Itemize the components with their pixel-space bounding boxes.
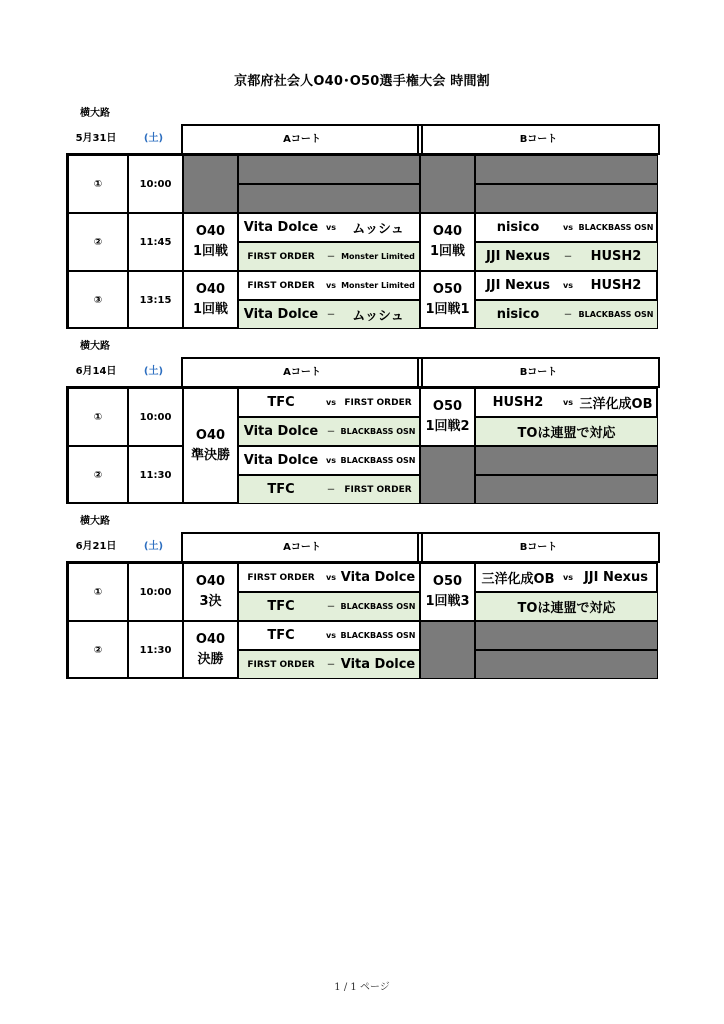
referee-team: BLACKBASS OSN <box>340 427 416 436</box>
empty-cell <box>475 184 658 213</box>
referee-team: TFC <box>267 482 295 497</box>
separator: － <box>327 427 335 436</box>
referee-cell <box>238 475 420 504</box>
referee-cell <box>475 592 658 621</box>
schedule-grid <box>66 561 658 679</box>
slot-time: 10:00 <box>128 563 183 621</box>
separator: － <box>327 602 335 611</box>
slot-time: 10:00 <box>128 155 183 213</box>
date-label: 5月31日 <box>75 133 117 144</box>
team-away: BLACKBASS OSN <box>340 631 416 640</box>
court-b-header: Bコート <box>417 124 660 155</box>
referee-cell <box>238 242 420 271</box>
team-away: JJI Nexus <box>583 570 649 585</box>
vs-label: vs <box>563 223 573 232</box>
separator: － <box>327 252 335 261</box>
slot-time: 10:00 <box>128 388 183 446</box>
court-a-header: Aコート <box>181 532 423 563</box>
slot-number: ③ <box>68 271 128 329</box>
stage-cell <box>420 563 475 621</box>
separator: － <box>327 310 335 319</box>
vs-label: vs <box>326 281 336 290</box>
weekday-label: (土) <box>143 133 164 144</box>
weekday-label: (土) <box>143 366 164 377</box>
match-cell <box>475 563 658 592</box>
match-cell <box>475 388 658 417</box>
stage-category: O40 <box>432 224 463 239</box>
stage-round: 決勝 <box>197 652 224 667</box>
empty-cell <box>238 155 420 184</box>
stage-cell <box>183 621 238 679</box>
stage-cell <box>420 271 475 329</box>
match-cell <box>238 271 420 300</box>
match-cell <box>475 213 658 242</box>
team-away: BLACKBASS OSN <box>340 456 416 465</box>
referee-cell <box>238 650 420 679</box>
referee-cell <box>238 592 420 621</box>
referee-team: ムッシュ <box>352 309 404 324</box>
venue-label: 横大路 <box>80 516 110 527</box>
page-footer: 1 / 1 ページ <box>334 982 390 993</box>
stage-category: O50 <box>432 282 463 297</box>
vs-label: vs <box>563 281 573 290</box>
separator: － <box>564 310 572 319</box>
empty-cell <box>475 650 658 679</box>
referee-team: BLACKBASS OSN <box>340 602 416 611</box>
venue-label: 横大路 <box>80 341 110 352</box>
team-away: FIRST ORDER <box>344 397 412 408</box>
court-b-header: Bコート <box>417 532 660 563</box>
page-title: 京都府社会人O40･O50選手権大会 時間割 <box>234 74 490 89</box>
stage-round: 1回戦 <box>192 302 229 317</box>
empty-cell <box>475 621 658 650</box>
weekday-label: (土) <box>143 541 164 552</box>
vs-label: vs <box>326 223 336 232</box>
stage-round: 1回戦1 <box>425 302 470 317</box>
stage-round: 1回戦 <box>192 244 229 259</box>
vs-label: vs <box>326 573 336 582</box>
slot-time: 11:30 <box>128 446 183 504</box>
team-home: HUSH2 <box>492 395 544 410</box>
separator: － <box>564 252 572 261</box>
vs-label: vs <box>563 573 573 582</box>
match-cell <box>475 271 658 300</box>
day-header <box>66 124 658 153</box>
stage-round: 1回戦2 <box>425 419 470 434</box>
slot-number: ① <box>68 563 128 621</box>
match-cell <box>238 213 420 242</box>
empty-cell <box>475 446 658 475</box>
stage-round: 3決 <box>199 594 222 609</box>
team-home: TFC <box>267 395 295 410</box>
team-home: FIRST ORDER <box>247 572 315 583</box>
referee-team: Vita Dolce <box>243 424 319 439</box>
team-home: nisico <box>496 220 540 235</box>
empty-cell <box>420 446 475 504</box>
empty-cell <box>238 184 420 213</box>
stage-category: O40 <box>195 282 226 297</box>
match-cell <box>238 621 420 650</box>
team-away: 三洋化成OB <box>579 397 653 412</box>
stage-category: O50 <box>432 574 463 589</box>
referee-team: FIRST ORDER <box>247 659 315 670</box>
referee-cell <box>238 417 420 446</box>
vs-label: vs <box>326 398 336 407</box>
empty-cell <box>420 155 475 213</box>
slot-number: ② <box>68 621 128 679</box>
slot-time: 13:15 <box>128 271 183 329</box>
slot-number: ② <box>68 446 128 504</box>
date-label: 6月14日 <box>75 366 117 377</box>
stage-round: 1回戦3 <box>425 594 470 609</box>
vs-label: vs <box>326 631 336 640</box>
separator: － <box>327 485 335 494</box>
schedule-grid <box>66 153 658 329</box>
referee-team: nisico <box>496 307 540 322</box>
team-home: Vita Dolce <box>243 453 319 468</box>
referee-team: HUSH2 <box>590 249 642 264</box>
referee-cell <box>475 242 658 271</box>
team-home: Vita Dolce <box>243 220 319 235</box>
slot-time: 11:30 <box>128 621 183 679</box>
stage-cell <box>420 213 475 271</box>
stage-cell <box>420 388 475 446</box>
empty-cell <box>183 155 238 213</box>
day-header <box>66 532 658 561</box>
referee-team: Monster Limited <box>341 252 415 261</box>
team-away: BLACKBASS OSN <box>578 223 654 232</box>
team-home: FIRST ORDER <box>247 280 315 291</box>
match-cell <box>238 388 420 417</box>
stage-category: O40 <box>195 224 226 239</box>
stage-cell <box>183 271 238 329</box>
vs-label: vs <box>326 456 336 465</box>
court-b-header: Bコート <box>417 357 660 388</box>
court-a-header: Aコート <box>181 124 423 155</box>
stage-round: 準決勝 <box>190 448 230 463</box>
referee-note: TOは連盟で対応 <box>517 601 616 616</box>
referee-team: JJI Nexus <box>485 249 551 264</box>
team-home: TFC <box>267 628 295 643</box>
referee-cell <box>475 300 658 329</box>
stage-category: O40 <box>195 428 226 443</box>
referee-team: FIRST ORDER <box>247 251 315 262</box>
stage-cell <box>183 388 238 504</box>
team-home: 三洋化成OB <box>481 572 555 587</box>
stage-round: 1回戦 <box>429 244 466 259</box>
stage-cell <box>183 563 238 621</box>
stage-cell <box>183 213 238 271</box>
empty-cell <box>475 475 658 504</box>
vs-label: vs <box>563 398 573 407</box>
stage-category: O40 <box>195 574 226 589</box>
slot-number: ① <box>68 155 128 213</box>
empty-cell <box>420 621 475 679</box>
court-a-header: Aコート <box>181 357 423 388</box>
slot-number: ② <box>68 213 128 271</box>
referee-team: Vita Dolce <box>340 657 416 672</box>
referee-team: Vita Dolce <box>243 307 319 322</box>
slot-time: 11:45 <box>128 213 183 271</box>
team-home: JJI Nexus <box>485 278 551 293</box>
empty-cell <box>475 155 658 184</box>
team-away: Monster Limited <box>341 281 415 290</box>
day-header <box>66 357 658 386</box>
referee-team: BLACKBASS OSN <box>578 310 654 319</box>
referee-team: TFC <box>267 599 295 614</box>
venue-label: 横大路 <box>80 108 110 119</box>
referee-team: FIRST ORDER <box>344 484 412 495</box>
schedule-grid <box>66 386 658 504</box>
team-away: ムッシュ <box>352 222 404 237</box>
match-cell <box>238 446 420 475</box>
team-away: Vita Dolce <box>340 570 416 585</box>
referee-cell <box>475 417 658 446</box>
referee-note: TOは連盟で対応 <box>517 426 616 441</box>
stage-category: O50 <box>432 399 463 414</box>
slot-number: ① <box>68 388 128 446</box>
stage-category: O40 <box>195 632 226 647</box>
team-away: HUSH2 <box>590 278 642 293</box>
referee-cell <box>238 300 420 329</box>
separator: － <box>327 660 335 669</box>
match-cell <box>238 563 420 592</box>
date-label: 6月21日 <box>75 541 117 552</box>
